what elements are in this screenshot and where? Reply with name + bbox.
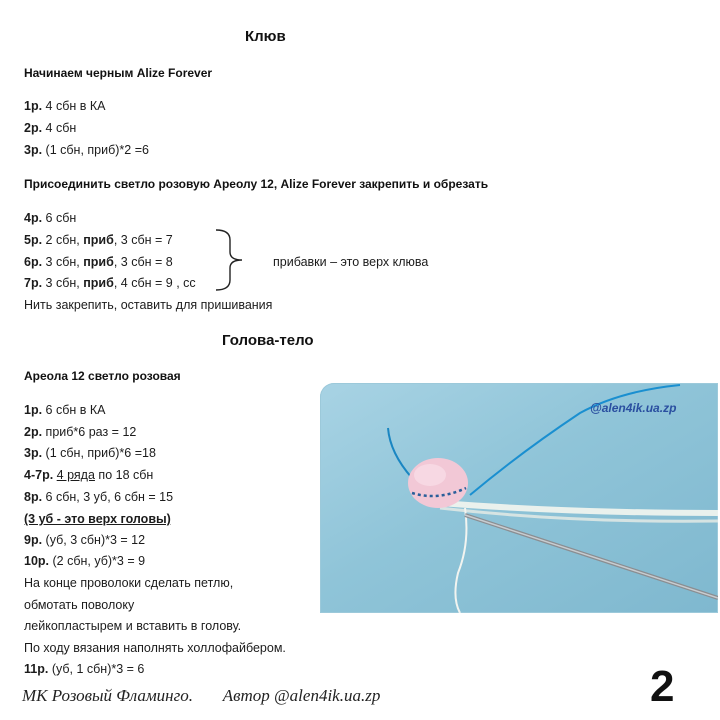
head-row-1	[24, 402, 106, 418]
beak-row-6	[24, 254, 173, 270]
head-row-2	[24, 424, 136, 440]
head-row-3	[24, 445, 156, 461]
head-row-10	[24, 553, 145, 569]
row-number: 8р.	[24, 490, 43, 504]
row-number: 6р.	[24, 255, 43, 269]
row-text-pre: 3 сбн,	[45, 276, 80, 290]
beak-row-5	[24, 232, 173, 248]
row-text-pre: 3 сбн,	[45, 255, 80, 269]
row-number: 2р.	[24, 121, 43, 135]
head-row-4-7	[24, 467, 153, 483]
row-underlined: 4 ряда	[56, 468, 95, 482]
row-number: 11р.	[24, 662, 49, 676]
crochet-photo	[320, 383, 718, 613]
beak-row-2	[24, 120, 76, 136]
beak-attach-instruction: Присоединить светло розовую Ареолу 12, Alize Forever закрепить и обрезать	[24, 177, 489, 191]
beak-row-7	[24, 275, 196, 291]
row-text: (1 сбн, приб)*6 =18	[45, 446, 156, 460]
row-number: 9р.	[24, 533, 43, 547]
beak-row-3	[24, 142, 149, 158]
row-number: 3р.	[24, 446, 43, 460]
row-number: 1р.	[24, 403, 43, 417]
row-text: 6 сбн, 3 уб, 6 сбн = 15	[45, 490, 174, 504]
beak-title: Клюв	[245, 28, 286, 45]
row-text: (2 сбн, уб)*3 = 9	[52, 554, 146, 568]
row-number: 3р.	[24, 143, 43, 157]
row-text-post: , 4 сбн = 9 , сс	[113, 276, 196, 290]
photo-watermark: @alen4ik.ua.zp	[590, 401, 677, 415]
beak-finish: Нить закрепить, оставить для пришивания	[24, 298, 273, 312]
row-number: 4-7р.	[24, 468, 54, 482]
row-text: (1 сбн, приб)*2 =6	[45, 143, 149, 157]
row-text-post: , 3 сбн = 8	[113, 255, 173, 269]
head-row-11	[24, 661, 144, 677]
row-text: 6 сбн в КА	[45, 403, 106, 417]
crochet-illustration	[320, 383, 718, 613]
row-text-post: , 3 сбн = 7	[113, 233, 173, 247]
head-title: Голова-тело	[222, 332, 314, 349]
footer-credit: МК Розовый Фламинго. Автор @alen4ik.ua.zp	[22, 686, 381, 705]
row-text: (уб, 1 сбн)*3 = 6	[51, 662, 145, 676]
row-number: 7р.	[24, 276, 43, 290]
beak-brace-note: прибавки – это верх клюва	[273, 255, 429, 269]
row-text: (уб, 3 сбн)*3 = 12	[45, 533, 146, 547]
row-text-bold: приб	[83, 276, 114, 290]
row-text: по 18 сбн	[98, 468, 154, 482]
page-number: 2	[650, 662, 675, 711]
row-text-bold: приб	[83, 233, 114, 247]
row-text: 4 сбн	[45, 121, 77, 135]
head-row-9	[24, 532, 145, 548]
head-wire-line-1: На конце проволоки сделать петлю,	[24, 576, 234, 590]
beak-row-4	[24, 210, 76, 226]
head-wire-line-4: По ходу вязания наполнять холлофайбером.	[24, 641, 286, 655]
row-number: 2р.	[24, 425, 43, 439]
row-number: 1р.	[24, 99, 43, 113]
beak-subtitle: Начинаем черным Alize Forever	[24, 66, 213, 80]
row-number: 4р.	[24, 211, 43, 225]
row-number: 5р.	[24, 233, 43, 247]
row-text: 4 сбн в КА	[45, 99, 106, 113]
curly-brace-icon	[210, 228, 250, 292]
head-subtitle: Ареола 12 светло розовая	[24, 369, 181, 383]
head-wire-line-2: обмотать поволоку	[24, 598, 135, 612]
row-text-pre: 2 сбн,	[45, 233, 80, 247]
head-wire-line-3: лейкопластырем и вставить в голову.	[24, 619, 242, 633]
beak-row-1	[24, 98, 106, 114]
head-row-8	[24, 489, 173, 505]
row-text: приб*6 раз = 12	[45, 425, 137, 439]
row-text-bold: приб	[83, 255, 114, 269]
row-text: 6 сбн	[45, 211, 77, 225]
head-row-8-note: (3 уб - это верх головы)	[24, 512, 171, 526]
row-number: 10р.	[24, 554, 50, 568]
